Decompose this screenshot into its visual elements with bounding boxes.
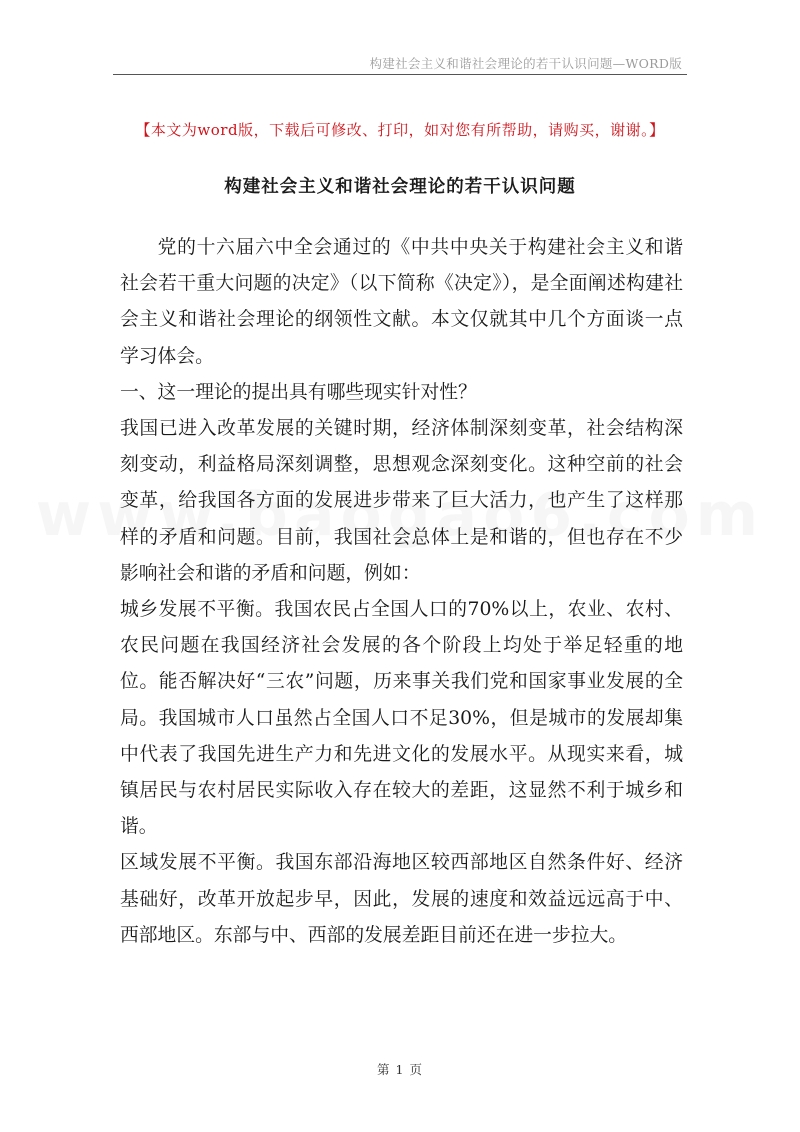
header-rule [113, 74, 687, 75]
body-paragraph: 区域发展不平衡。我国东部沿海地区较西部地区自然条件好、经济基础好，改革开放起步早，因此，发展的速度和效益远远高于中、西部地区。东部与中、西部的发展差距目前还在进一步拉大。 [120, 852, 683, 946]
running-header: 构建社会主义和谐社会理论的若干认识问题—WORD版 [369, 56, 682, 71]
section-heading: 一、这一理论的提出具有哪些现实针对性？ [120, 381, 477, 403]
document-title: 构建社会主义和谐社会理论的若干认识问题 [224, 177, 576, 197]
body-paragraph: 城乡发展不平衡。我国农民占全国人口的70%以上，农业、农村、农民问题在我国经济社会发展的各个阶段上均处于举足轻重的地位。能否解决好“三农”问题，历来事关我们党和国家事业发展的全局。我国城市人口虽然占全国人口不足30%，但是城市的发展却集中代表了我国先进生产力和先进文化的发展水平。从现实来看，城镇居民与农村居民实际收入存在较大的差距，这显然不利于城乡和谐。 [120, 599, 683, 838]
page-number: 第 1 页 [377, 1062, 423, 1077]
body-paragraph: 我国已进入改革发展的关键时期，经济体制深刻变革，社会结构深刻变动，利益格局深刻调整，思想观念深刻变化。这种空前的社会变革，给我国各方面的发展进步带来了巨大活力，也产生了这样那样的矛盾和问题。目前，我国社会总体上是和谐的，但也存在不少影响社会和谐的矛盾和问题，例如： [120, 418, 683, 584]
download-notice: 【本文为word版，下载后可修改、打印，如对您有所帮助，请购买，谢谢。】 [135, 121, 665, 139]
document-body [120, 230, 683, 954]
intro-paragraph: 党的十六届六中全会通过的《中共中央关于构建社会主义和谐社会若干重大问题的决定》（以下简称《决定》），是全面阐述构建社会主义和谐社会理论的纲领性文献。本文仅就其中几个方面谈一点学习体会。 [120, 237, 683, 367]
